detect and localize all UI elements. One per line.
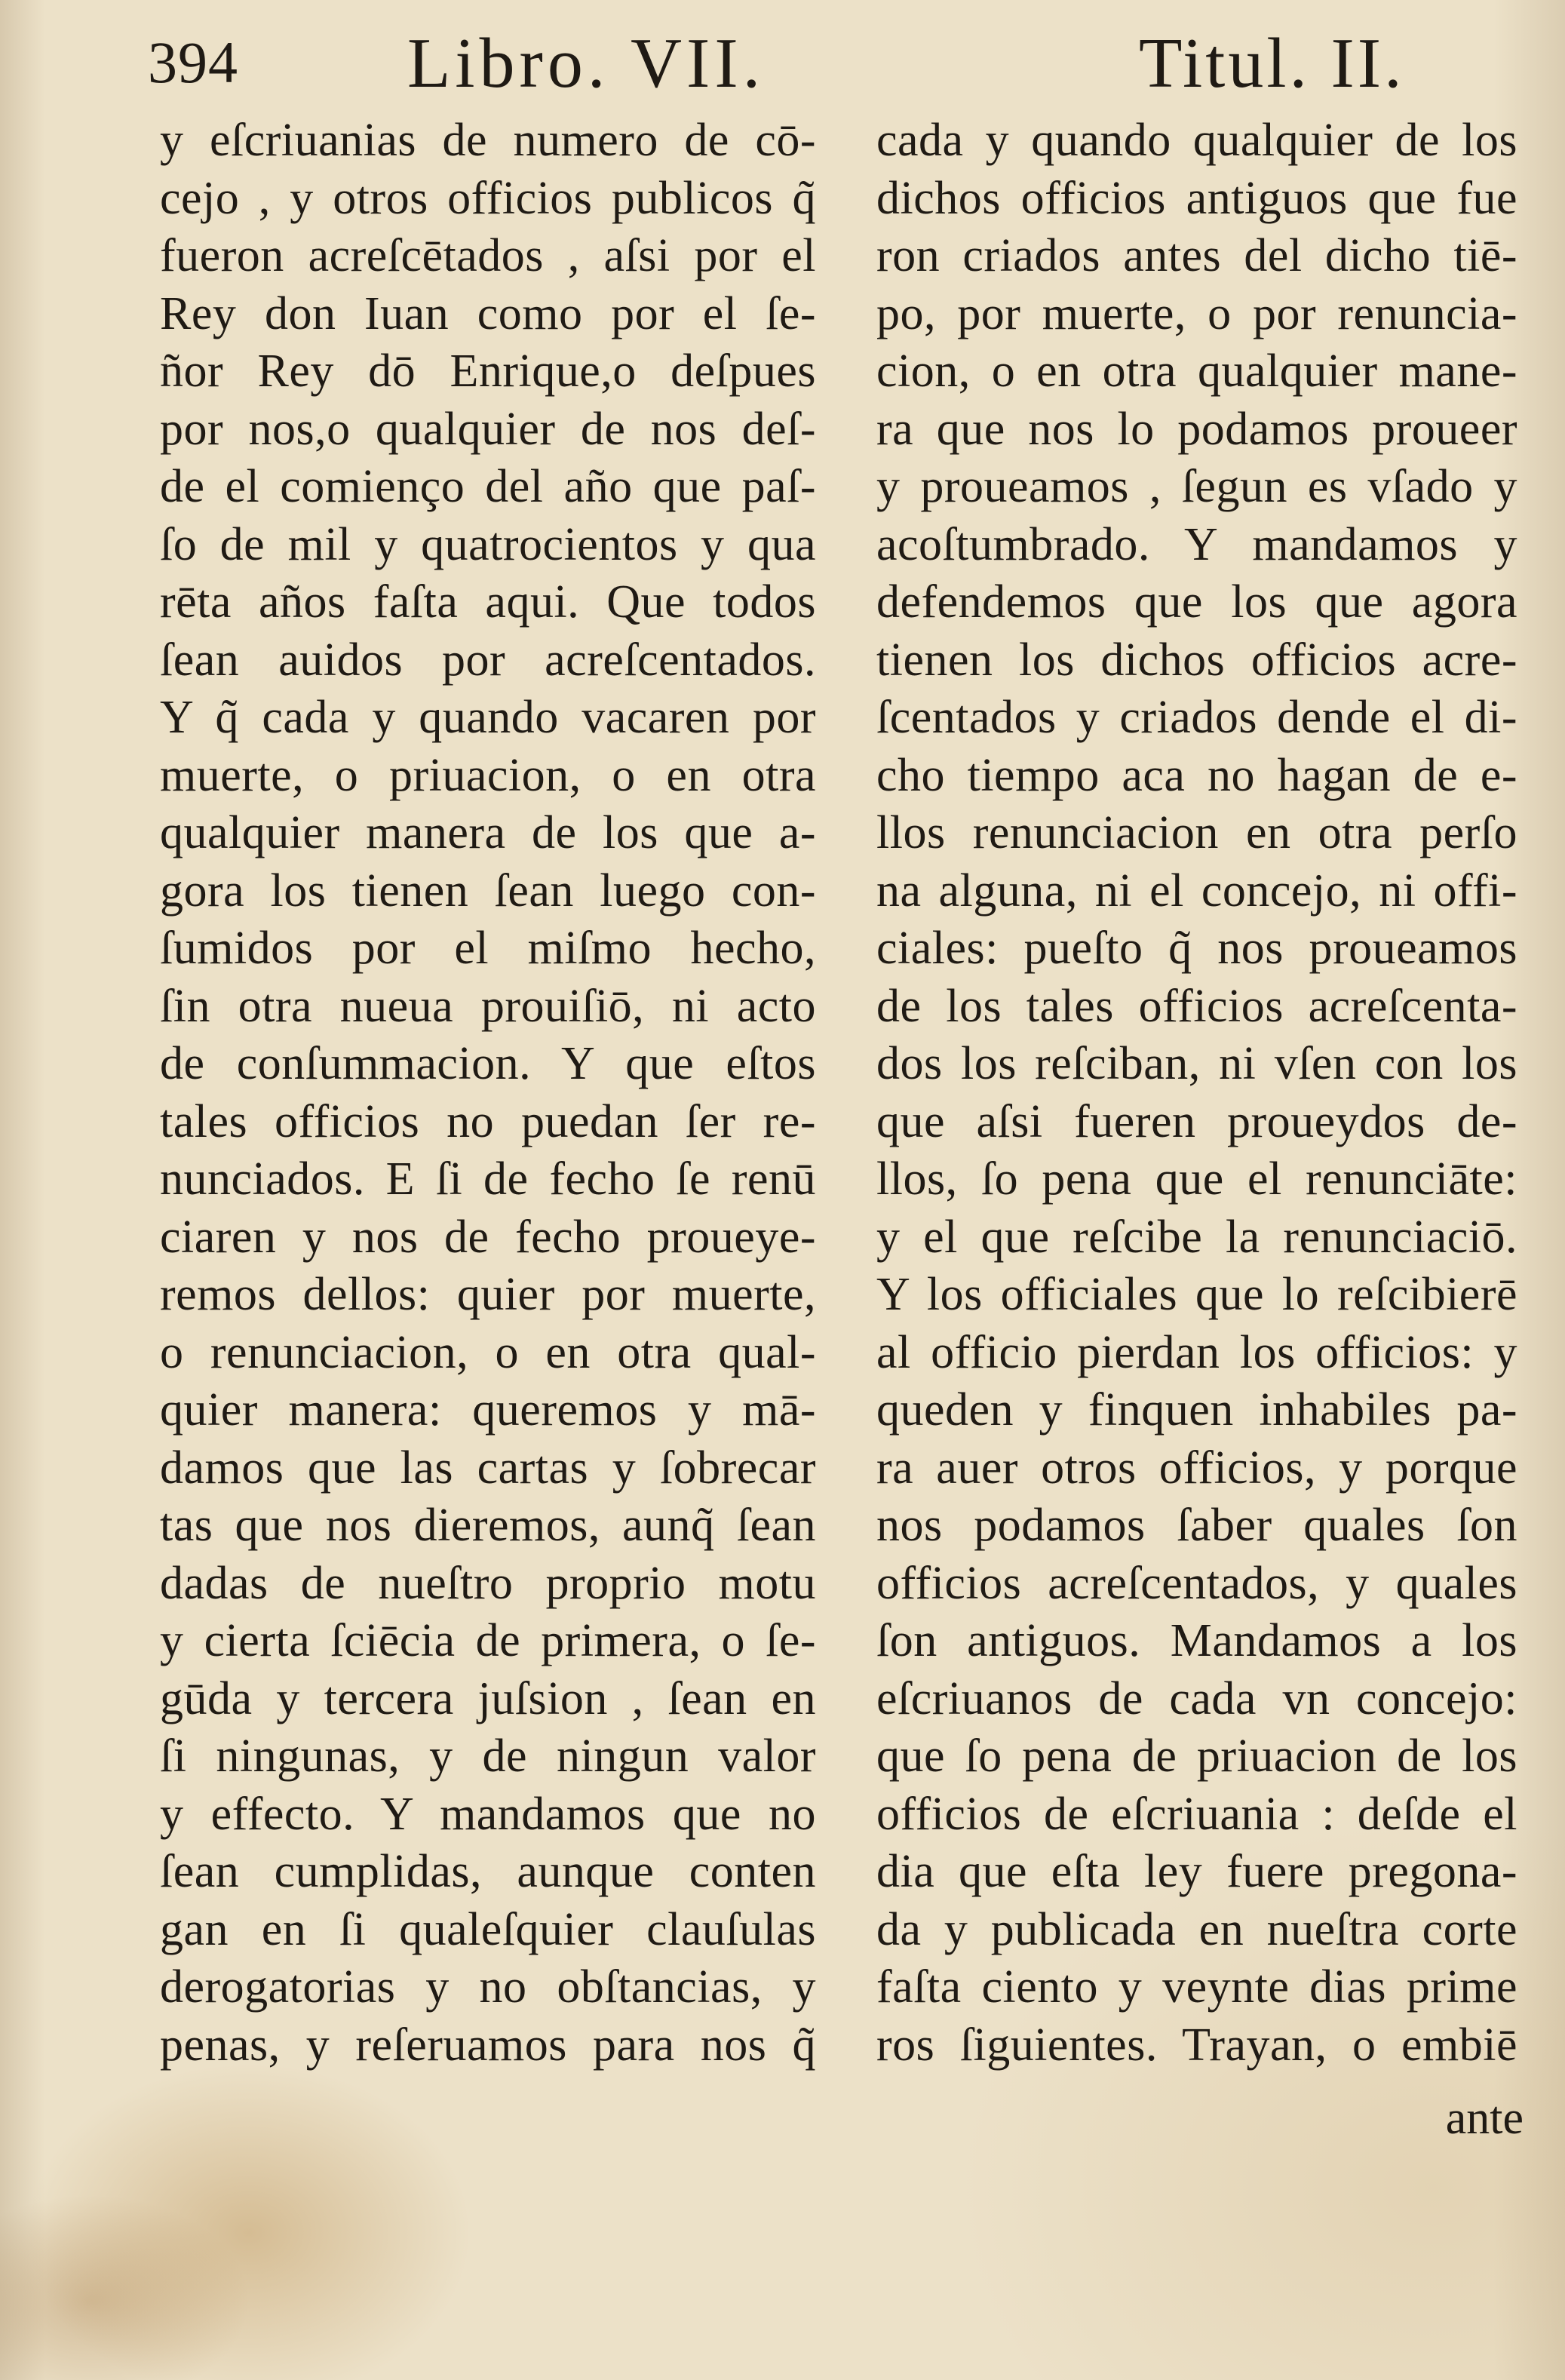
text-line: damos que las cartas y ſobrecar [160,1442,816,1494]
text-line: officios acreſcentados, y quales [876,1557,1517,1609]
text-line: y el que reſcibe la renunciaciō. [876,1211,1517,1263]
book-title: Libro. VII. [407,24,766,103]
text-line: ſi ningunas, y de ningun valor [160,1730,816,1782]
text-line: gūda y tercera juſsion , ſean en [160,1672,816,1724]
text-line: tienen los dichos officios acre- [876,634,1517,686]
text-line: llos renunciacion en otra perſo [876,807,1517,858]
text-line: tas que nos dieremos, aunq̃ ſean [160,1500,816,1551]
text-line: cho tiempo aca no hagan de e- [876,749,1517,801]
text-line: y effecto. Y mandamos que no [160,1788,816,1840]
right-text-column [876,112,1525,2074]
text-line: ciaren y nos de fecho proueye- [160,1211,816,1263]
text-line: quier manera: queremos y mā- [160,1384,816,1436]
text-line: ſin otra nueua prouiſiō, ni acto [160,980,816,1032]
text-line: de el comienço del año que paſ- [160,461,816,512]
text-line: ſcentados y criados dende el di- [876,692,1517,743]
text-line: y eſcriuanias de numero de cō- [160,115,816,166]
text-line: de conſummacion. Y que eſtos [160,1038,816,1089]
text-line: nunciados. E ſi de fecho ſe renū [160,1153,816,1205]
text-line: fueron acreſcētados , aſsi por el [160,230,816,281]
text-line: officios de eſcriuania : deſde el [876,1788,1517,1840]
text-line: ſean cumplidas, aunque conten [160,1846,816,1897]
text-line: penas, y reſeruamos para nos q̃ [160,2019,816,2071]
text-line: y proueamos , ſegun es vſado y [876,461,1517,512]
running-header [0,14,1565,104]
text-line: na alguna, ni el concejo, ni offi- [876,864,1517,917]
text-line: que aſsi fueren proueydos de- [876,1095,1517,1147]
text-line: llos, ſo pena que el renunciāte: [876,1153,1517,1205]
text-line: muerte, o priuacion, o en otra [160,749,816,801]
text-line: rēta años faſta aqui. Que todos [160,576,816,628]
text-line: tales officios no puedan ſer re- [160,1095,816,1147]
text-line: remos dellos: quier por muerte, [160,1269,816,1320]
text-line: de los tales officios acreſcenta- [876,980,1517,1032]
text-line: ra auer otros officios, y porque [876,1442,1517,1494]
text-line: gan en ſi qualeſquier clauſulas [160,1903,816,1955]
text-line: Rey don Iuan como por el ſe- [160,287,816,339]
text-line: y cierta ſciēcia de primera, o ſe- [160,1615,816,1666]
text-line: po, por muerte, o por renuncia- [876,287,1517,339]
text-line: eſcriuanos de cada vn concejo: [876,1672,1517,1724]
text-line: derogatorias y no obſtancias, y [160,1961,816,2013]
text-line: ron criados antes del dicho tiē- [876,230,1517,281]
text-line: dos los reſciban, ni vſen con los [876,1038,1517,1089]
text-line: o renunciacion, o en otra qual- [160,1326,816,1378]
text-line: ſumidos por el miſmo hecho, [160,923,816,974]
left-text-column [160,112,824,2074]
title-label: Titul. II. [1139,24,1405,103]
text-line: dia que eſta ley fuere pregona- [876,1846,1517,1897]
text-line: por nos,o qualquier de nos deſ- [160,403,816,455]
text-line: al officio pierdan los officios: y [876,1326,1517,1378]
text-line: Y los officiales que lo reſcibierē [876,1269,1517,1320]
text-line: cada y quando qualquier de los [876,115,1517,166]
text-line: queden y finquen inhabiles pa- [876,1384,1517,1436]
text-line: dadas de nueſtro proprio motu [160,1557,816,1609]
text-line: nos podamos ſaber quales ſon [876,1500,1517,1551]
text-line: ros ſiguientes. Trayan, o embiē [876,2019,1517,2071]
text-line: ra que nos lo podamos proueer [876,403,1517,455]
text-line: cion, o en otra qualquier mane- [876,345,1517,397]
text-line: defendemos que los que agora [876,576,1517,628]
text-line: faſta ciento y veynte dias prime [876,1961,1517,2013]
page-number: 394 [148,29,238,95]
text-line: cejo , y otros officios publicos q̃ [160,172,816,224]
text-line: ſo de mil y quatrocientos y qua [160,518,816,570]
catchword: ante [1445,2093,1524,2144]
text-line: gora los tienen ſean luego con- [160,864,816,917]
text-line: ñor Rey dō Enrique,o deſpues [160,345,816,397]
text-line: da y publicada en nueſtra corte [876,1903,1517,1955]
text-line: Y q̃ cada y quando vacaren por [160,692,816,743]
text-line: que ſo pena de priuacion de los [876,1730,1517,1782]
text-line: ſon antiguos. Mandamos a los [876,1615,1517,1666]
text-line: dichos officios antiguos que fue [876,172,1517,224]
text-line: ſean auidos por acreſcentados. [160,634,816,686]
text-line: ciales: pueſto q̃ nos proueamos [876,923,1517,974]
text-line: acoſtumbrado. Y mandamos y [876,518,1517,570]
text-line: qualquier manera de los que a- [160,807,816,858]
